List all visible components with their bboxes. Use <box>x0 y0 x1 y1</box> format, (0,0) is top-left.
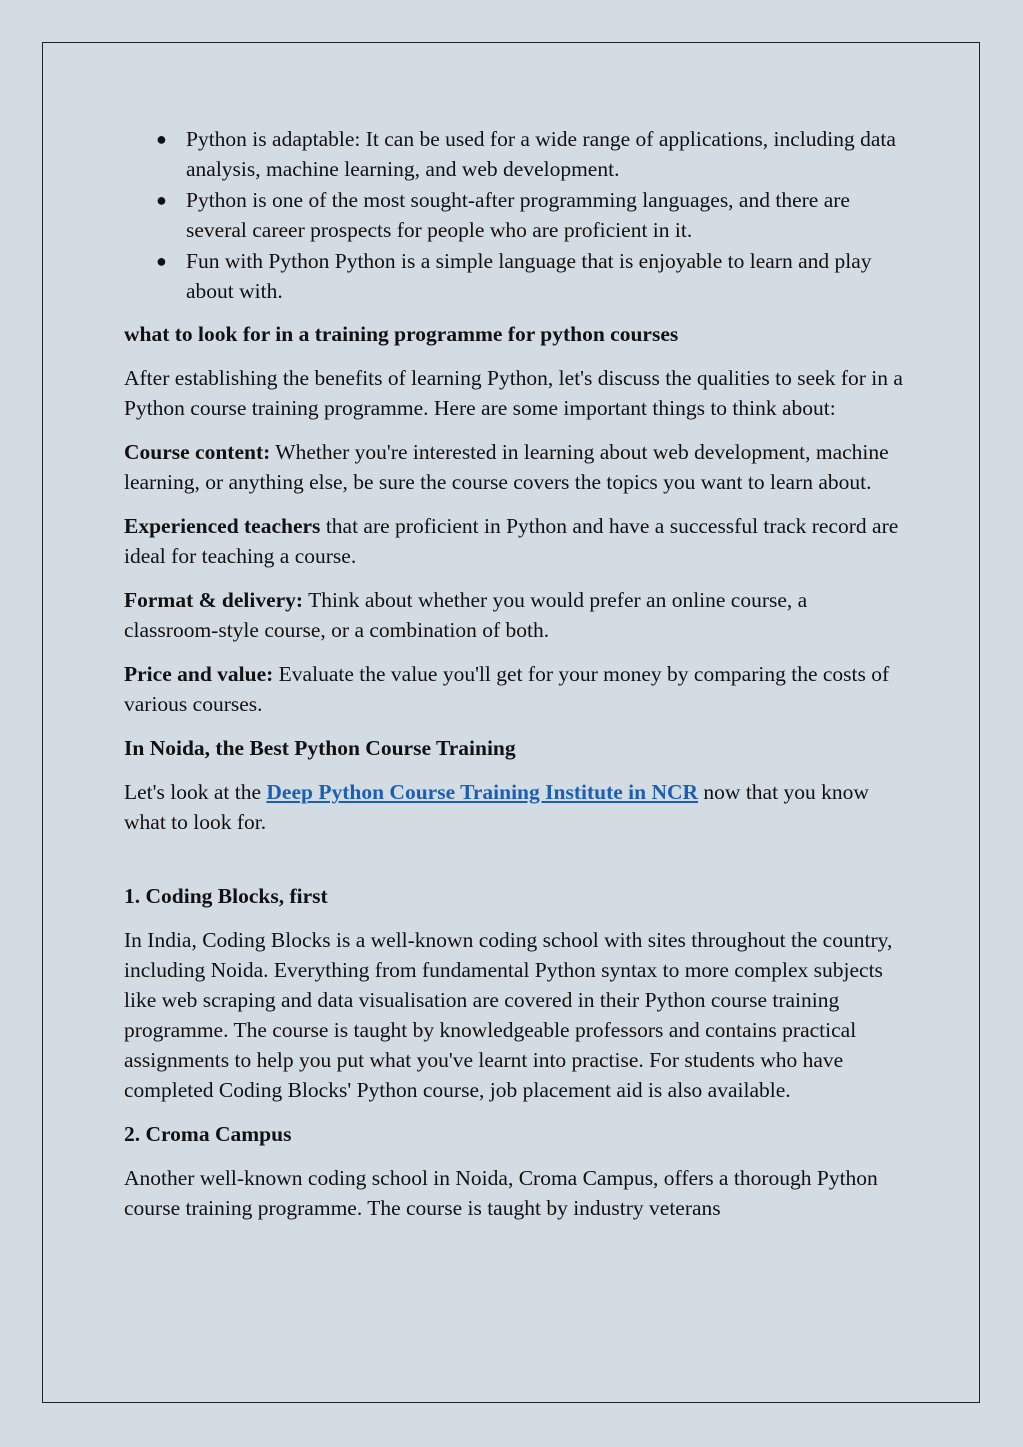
criteria-text: Whether you're interested in learning about web development, machine learning, or anything else, be sure the course covers the topics you want to learn about. <box>124 440 889 494</box>
list-item-text: Python is adaptable: It can be used for a wide range of applications, including data analysis, machine learning, and web development. <box>186 127 896 181</box>
bullet-icon: ● <box>156 251 167 271</box>
criteria-lead: Price and value: <box>124 662 274 686</box>
document-body <box>124 124 904 1237</box>
section-heading-best-in-noida: In Noida, the Best Python Course Training <box>124 736 516 760</box>
list-item <box>156 124 904 184</box>
criteria-lead: Experienced teachers <box>124 514 321 538</box>
criteria-text: Evaluate the value you'll get for your money by comparing the costs of various courses. <box>124 662 890 716</box>
link-paragraph <box>124 777 904 837</box>
criteria-teachers <box>124 511 904 571</box>
criteria-price <box>124 659 904 719</box>
link-lead-text: Let's look at the <box>124 780 267 804</box>
spacer <box>124 851 904 881</box>
institute-description-croma-campus: Another well-known coding school in Noida, Croma Campus, offers a thorough Python course training programme. The course is taught by industry veterans <box>124 1166 878 1220</box>
bullet-icon: ● <box>156 190 167 210</box>
institute-heading-croma-campus: 2. Croma Campus <box>124 1122 292 1146</box>
institute-link[interactable]: Deep Python Course Training Institute in NCR <box>266 780 699 804</box>
criteria-lead: Course content: <box>124 440 271 464</box>
section-heading-what-to-look-for: what to look for in a training programme for python courses <box>124 322 679 346</box>
criteria-format <box>124 585 904 645</box>
criteria-text: that are proficient in Python and have a successful track record are ideal for teaching a course. <box>124 514 899 568</box>
list-item-text: Python is one of the most sought-after programming languages, and there are several career prospects for people who are proficient in it. <box>186 188 850 242</box>
section-intro-paragraph: After establishing the benefits of learning Python, let's discuss the qualities to seek for in a Python course training programme. Here are some important things to think about: <box>124 366 903 420</box>
link-trail-text: now that you know what to look for. <box>124 780 869 834</box>
criteria-course-content <box>124 437 904 497</box>
benefits-list <box>124 124 904 306</box>
institute-description-coding-blocks: In India, Coding Blocks is a well-known coding school with sites throughout the country, including Noida. Everything from fundamental Python syntax to more complex subjects like web scraping and data visualisation are covered in their Python course training programme. The course is taught by knowledgeable professors and contains practical assignments to help you put what you've learnt into practise. For students who have completed Coding Blocks' Python course, job placement aid is also available. <box>124 928 893 1102</box>
list-item <box>156 185 904 245</box>
criteria-text: Think about whether you would prefer an online course, a classroom-style course, or a combination of both. <box>124 588 808 642</box>
list-item-text: Fun with Python Python is a simple language that is enjoyable to learn and play about with. <box>186 249 872 303</box>
list-item <box>156 246 904 306</box>
criteria-lead: Format & delivery: <box>124 588 304 612</box>
bullet-icon: ● <box>156 129 167 149</box>
institute-heading-coding-blocks: 1. Coding Blocks, first <box>124 884 328 908</box>
